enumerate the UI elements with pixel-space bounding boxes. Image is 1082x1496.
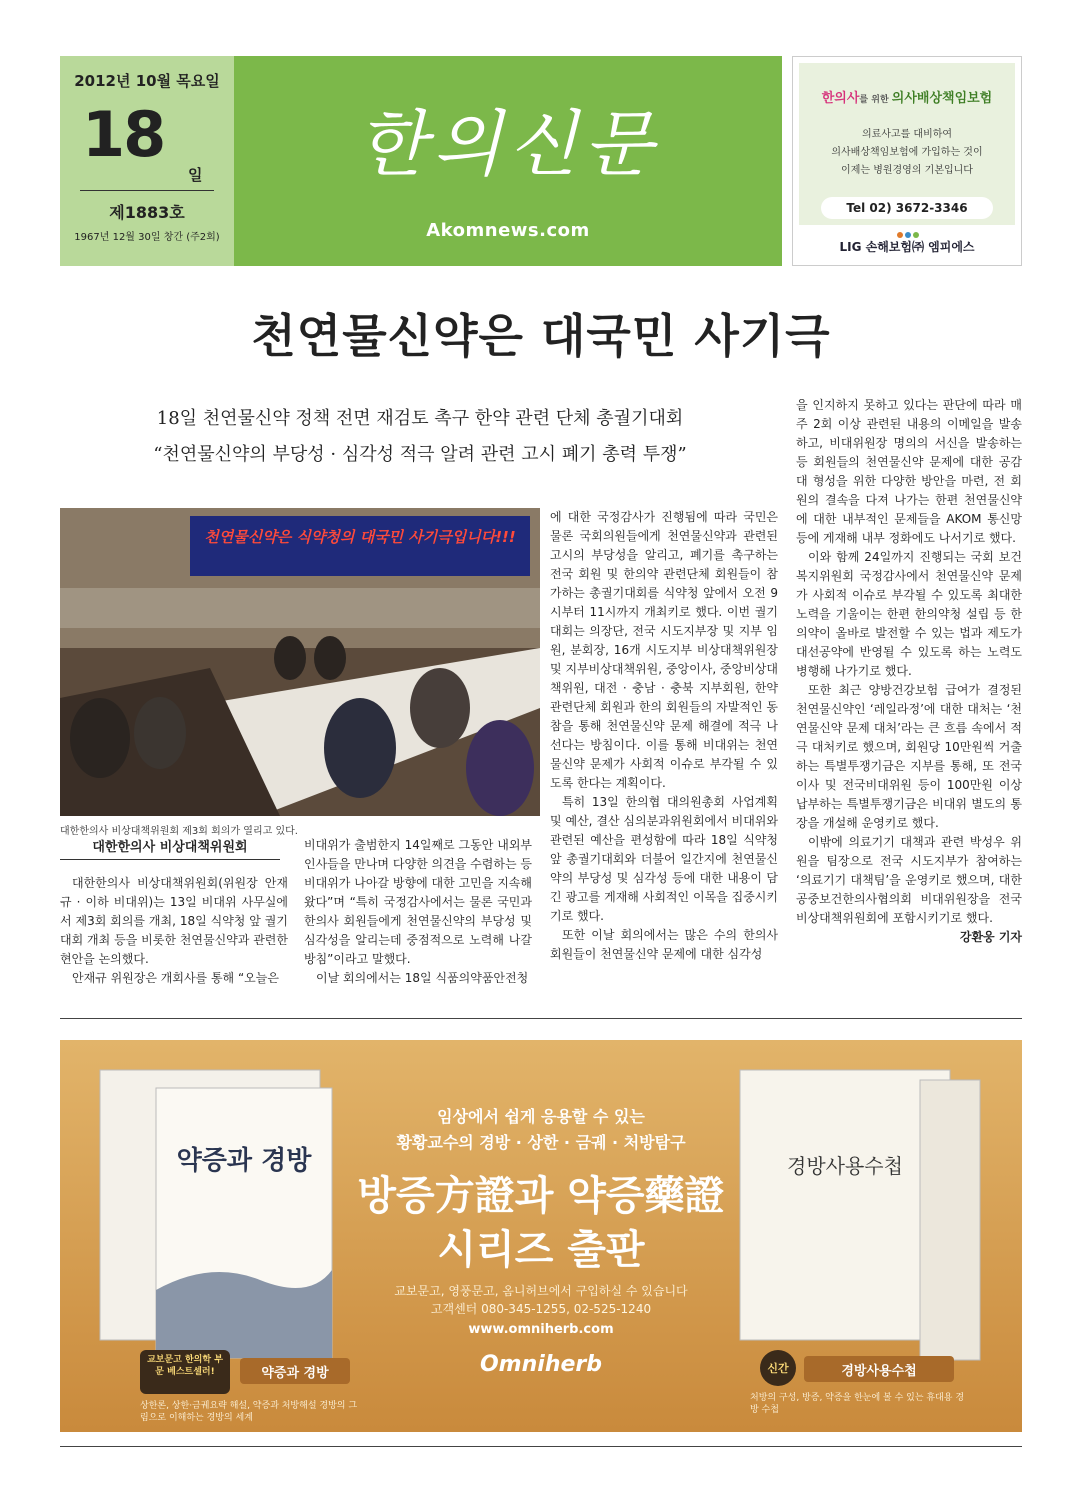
paragraph: 이와 함께 24일까지 진행되는 국회 보건복지위원회 국정감사에서 천연물신약 문제가 사회적 이슈로 부각될 수 있도록 최대한 노력을 기울이는 한편 한의약청 설립 등 한의약이 올바로 발전할 수 있는 법과 제도가 대선공약에 반영될 수 있도록 하는 노력도 병행해 나가기로 했다.: [796, 550, 1022, 678]
book-right-cover-title: 경방사용수첩: [787, 1154, 903, 1178]
ad-line-1: 임상에서 쉽게 응용할 수 있는: [437, 1107, 645, 1126]
headline: 천연물신약은 대국민 사기극: [251, 309, 831, 363]
protest-banner: 천연물신약은 식약청의 대국민 사기극입니다!!!: [204, 528, 516, 546]
section-divider: [60, 1446, 1022, 1447]
article-column-3: [550, 508, 778, 964]
book-right-description: 처방의 구성, 방증, 약증을 한눈에 볼 수 있는 휴대용 경방 수첩: [750, 1393, 965, 1415]
omniherb-logo: Omniherb: [479, 1352, 602, 1377]
founded-date: 1967년 12월 30일 창간 (주2회): [74, 232, 220, 243]
book-left-name: 약증과 경방: [261, 1366, 329, 1381]
insurance-ad[interactable]: [792, 56, 1022, 266]
section-byline: 대한한의사 비상대책위원회: [60, 836, 280, 860]
paragraph: 을 인지하지 못하고 있다는 판단에 따라 매주 2회 이상 관련된 내용의 이메일을 발송하고, 비대위원장 명의의 서신을 발송하는 등 회원들의 천연물신약 문제에 대한 공감대 형성을 위한 다양한 방안을 마련, 전 회원의 결속을 다져 나가는 한편 천연물신약에 대한 내부적인 문제들을 AKOM 통신망 등에 게재해 내부 정화에도 나서기로 했다.: [796, 398, 1022, 545]
subheadline: “천연물신약의 부당성 · 심각성 적극 알려 관련 고시 폐기 총력 투쟁”: [153, 444, 687, 465]
book-left-cover-title: 약증과 경방: [176, 1146, 312, 1176]
insurance-ad-brand: LIG 손해보험㈜ 엠피에스: [839, 240, 975, 254]
insurance-ad-panel: [799, 63, 1015, 225]
article-column-2: [304, 836, 532, 988]
insurance-ad-title: 한의사를 위한 의사배상책임보험: [821, 91, 993, 106]
paragraph: 비대위가 출범한지 14일째로 그동안 내외부 인사들을 만나며 다양한 의견을 수렴하는 등 비대위가 나아갈 방향에 대한 고민을 지속해 왔다”며 “특히 국정감사에서는 물론 국민과 한의사 회원들에게 천연물신약의 부당성 및 심각성을 알리는데 중점적으로 노력해 나갈 방침”이라고 말했다.: [304, 838, 532, 966]
ad-line-2: 황황교수의 경방 · 상한 · 금궤 · 처방탐구: [396, 1133, 686, 1152]
newspaper-logo: 한의신문: [356, 102, 660, 186]
book-right-name: 경방사용수첩: [841, 1364, 917, 1379]
article-column-4: [796, 396, 1022, 947]
issue-number: 제1883호: [109, 203, 185, 222]
ad-url[interactable]: www.omniherb.com: [468, 1322, 614, 1337]
insurance-ad-line: 이제는 병원경영의 기본입니다: [841, 165, 973, 176]
paragraph: 특히 13일 한의협 대의원총회 사업계획 및 예산, 결산 심의분과위원회에서 비대위와 관련된 예산을 편성함에 따라 18일 식약청 앞 총궐기대회와 더불어 일간지에 천연물신약의 부당성 및 심각성 등에 대한 내용이 담긴 광고를 게재해 사회적인 이목을 집중시키기로 했다.: [550, 795, 778, 923]
date-box: [60, 56, 234, 266]
meeting-photo: [60, 508, 540, 816]
article-column-1: [60, 874, 288, 988]
subheadline: 18일 천연물신약 정책 전면 재검토 촉구 한약 관련 단체 총궐기대회: [156, 408, 684, 429]
book-ad[interactable]: [60, 1040, 1022, 1432]
paragraph: 이날 회의에서는 18일 식품의약품안전청: [316, 971, 529, 985]
book-left-description: 상한론, 상한·금궤요략 해설, 약증과 처방해설 경방의 그림으로 이해하는 경방의 세계: [140, 1401, 358, 1423]
insurance-ad-line: 의사배상책임보험에 가입하는 것이: [831, 147, 983, 158]
ad-headline-2: 시리즈 출판: [437, 1227, 645, 1273]
paragraph: 이밖에 의료기기 대책과 관련 박성우 위원을 팀장으로 전국 시도지부가 참여하는 ‘의료기기 대책팀’을 운영키로 했으며, 대한공중보건한의사협의회 비대위원장을 전국 비상대책위원회에 포함시키기로 했다.: [796, 835, 1022, 925]
ad-headline-1: 방증方證과 약증藥證: [357, 1173, 725, 1219]
section-divider: [60, 1018, 1022, 1019]
reporter-byline: 강환웅 기자: [959, 930, 1022, 944]
paragraph: 또한 최근 양방건강보험 급여가 결정된 천연물신약인 ‘레일라정’에 대한 대처는 ‘천연물신약 문제 대처’라는 큰 흐름 속에서 적극 대처키로 했으며, 회원당 10만원씩 거출하는 특별투쟁기금은 지부를 통해, 또 전국이사 및 전국비대위원 등이 100만원 이상 납부하는 특별투쟁기금은 비대위 별도의 통장을 개설해 운영키로 했다.: [796, 683, 1022, 830]
ad-stores: 교보문고, 영풍문고, 옴니허브에서 구입하실 수 있습니다: [394, 1284, 688, 1298]
ad-tel: 고객센터 080-345-1255, 02-525-1240: [430, 1302, 652, 1316]
paragraph: 또한 이날 회의에서는 많은 수의 한의사 회원들이 천연물신약 문제에 대한 심각성: [550, 928, 778, 961]
insurance-ad-tel: Tel 02) 3672-3346: [821, 197, 993, 219]
new-book-badge: 신간: [767, 1362, 789, 1375]
paragraph: 안재규 위원장은 개회사를 통해 “오늘은: [72, 971, 279, 985]
site-url[interactable]: Akomnews.com: [426, 220, 590, 241]
masthead-title: [234, 56, 782, 266]
meeting-photo-illustration: [60, 508, 540, 816]
photo-caption: 대한한의사 비상대책위원회 제3회 회의가 열리고 있다.: [60, 826, 298, 837]
paragraph: 에 대한 국정감사가 진행됨에 따라 국민은 물론 국회의원들에게 천연물신약과 관련된 고시의 부당성을 알리고, 폐기를 촉구하는 전국 회원 및 한의약 관련단체 회원들이 참가하는 총궐기대회를 식약청 앞에서 오전 9시부터 11시까지 개최키로 했다. 이번 궐기대회는 의장단, 전국 시도지부장 및 지부 임원, 분회장, 16개 시도지부 비상대책위원장 및 지부비상대책위원, 중앙이사, 중앙비상대책위원, 대전 · 충남 · 충북 지부회원, 한약 관련단체 회원과 한의 회원들의 자발적인 동참을 통해 천연물신약 문제 해결에 적극 나선다는 방침이다. 이를 통해 비대위는 천연물신약 문제가 사회적 이슈로 부각될 수 있도록 한다는 계획이다.: [550, 510, 778, 790]
bestseller-badge: 교보문고 한의학 부문 베스트셀러!: [147, 1355, 223, 1377]
issue-day-suffix: 일: [188, 166, 203, 184]
issue-day: 18: [82, 98, 165, 171]
paragraph: 대한한의사 비상대책위원회(위원장 안재규 · 이하 비대위)는 13일 비대위 사무실에서 제3회 회의를 개최, 18일 식약청 앞 궐기대회 개최 등을 비롯한 천연물신약과 관련한 현안을 논의했다.: [60, 876, 288, 966]
insurance-ad-line: 의료사고를 대비하여: [861, 129, 953, 140]
issue-date: 2012년 10월 목요일: [74, 72, 220, 90]
date-divider: [80, 190, 214, 191]
